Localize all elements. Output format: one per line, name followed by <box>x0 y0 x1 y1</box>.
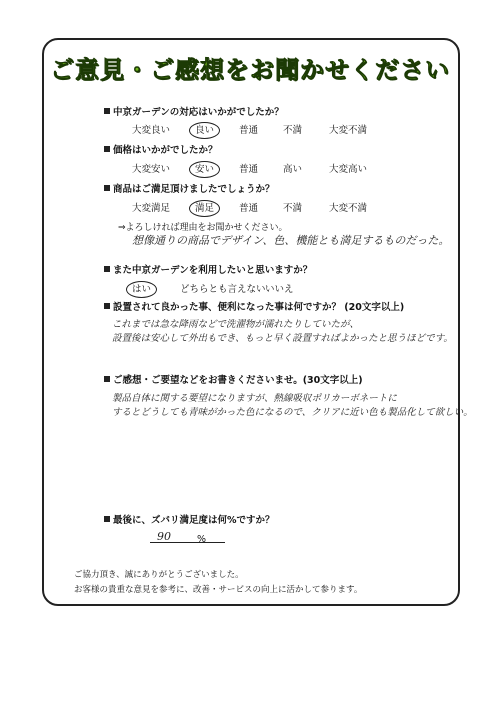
option-selected[interactable] <box>195 161 214 175</box>
handwritten-answer[interactable]: するとどうしても青味がかった色になるので、クリアに近い色も製品化して欲しい。 <box>112 407 473 418</box>
circled-answer: はい <box>126 281 157 298</box>
option[interactable]: 大変満足 <box>132 203 171 214</box>
question-satisfaction <box>104 512 275 526</box>
option[interactable]: 大変不満 <box>329 203 368 214</box>
bullet-square-icon <box>104 516 110 522</box>
option[interactable]: 普通 <box>239 164 259 175</box>
question-benefits <box>104 299 404 313</box>
question-comments <box>104 372 363 386</box>
question-label: 設置されて良かった事、便利になった事は何ですか？ (20文字以上) <box>113 302 405 313</box>
question-service <box>104 104 284 118</box>
option-selected[interactable] <box>195 200 214 214</box>
handwritten-answer[interactable]: 設置後は安心して外出もでき、もっと早く設置すればよかったと思うほどです。 <box>112 333 453 344</box>
option[interactable]: 普通 <box>239 203 259 214</box>
question-label: ご感想・ご要望などをお書きくださいませ。(30文字以上) <box>113 375 363 386</box>
question-label: また中京ガーデンを利用したいと思いますか？ <box>113 265 313 276</box>
option[interactable]: いいえ <box>265 284 294 295</box>
circled-answer: 安い <box>189 161 220 178</box>
question-label: 商品はご満足頂けましたでしょうか？ <box>113 184 275 195</box>
closing-message: お客様の貴重な意見を参考に、改善・サービスの向上に活かして参ります。 <box>74 585 363 595</box>
option[interactable]: 不満 <box>283 125 303 136</box>
circled-answer: 満足 <box>189 200 220 217</box>
option[interactable]: 不満 <box>283 203 303 214</box>
answer-underline <box>150 542 225 543</box>
satisfaction-value[interactable]: 90 <box>157 530 171 543</box>
option[interactable]: 大変安い <box>132 164 171 175</box>
option-selected[interactable] <box>195 122 214 136</box>
question-label: 最後に、ズバリ満足度は何%ですか？ <box>113 515 275 526</box>
thanks-message: ご協力頂き、誠にありがとうございました。 <box>74 570 244 580</box>
option[interactable]: 大変良い <box>132 125 171 136</box>
bullet-square-icon <box>104 376 110 382</box>
circled-answer: 良い <box>189 122 220 139</box>
handwritten-answer[interactable]: これまでは急な降雨などで洗濯物が濡れたりしていたが、 <box>112 319 360 330</box>
option[interactable]: 高い <box>283 164 303 175</box>
reason-prompt: ⇒よろしければ理由をお聞かせください。 <box>118 223 288 233</box>
bullet-square-icon <box>104 185 110 191</box>
option[interactable]: 普通 <box>239 125 259 136</box>
bullet-square-icon <box>104 108 110 114</box>
percent-unit: % <box>197 534 207 545</box>
handwritten-answer[interactable]: 想像通りの商品でデザイン、色、機能とも満足するものだった。 <box>132 234 450 247</box>
question-reuse <box>104 262 312 276</box>
question-product <box>104 181 275 195</box>
bullet-square-icon <box>104 266 110 272</box>
question-price <box>104 142 218 156</box>
option[interactable]: どちらとも言えない <box>180 284 266 295</box>
handwritten-answer[interactable]: 製品自体に関する要望になりますが、熱線吸収ポリカーボネートに <box>112 393 397 404</box>
bullet-square-icon <box>104 146 110 152</box>
question-label: 価格はいかがでしたか？ <box>113 145 218 156</box>
question-label: 中京ガーデンの対応はいかがでしたか？ <box>113 107 284 118</box>
bullet-square-icon <box>104 303 110 309</box>
option[interactable]: 大変不満 <box>329 125 368 136</box>
survey-title: ご意見・ご感想をお聞かせください <box>50 56 450 84</box>
option-selected[interactable] <box>132 281 151 295</box>
option[interactable]: 大変高い <box>329 164 368 175</box>
